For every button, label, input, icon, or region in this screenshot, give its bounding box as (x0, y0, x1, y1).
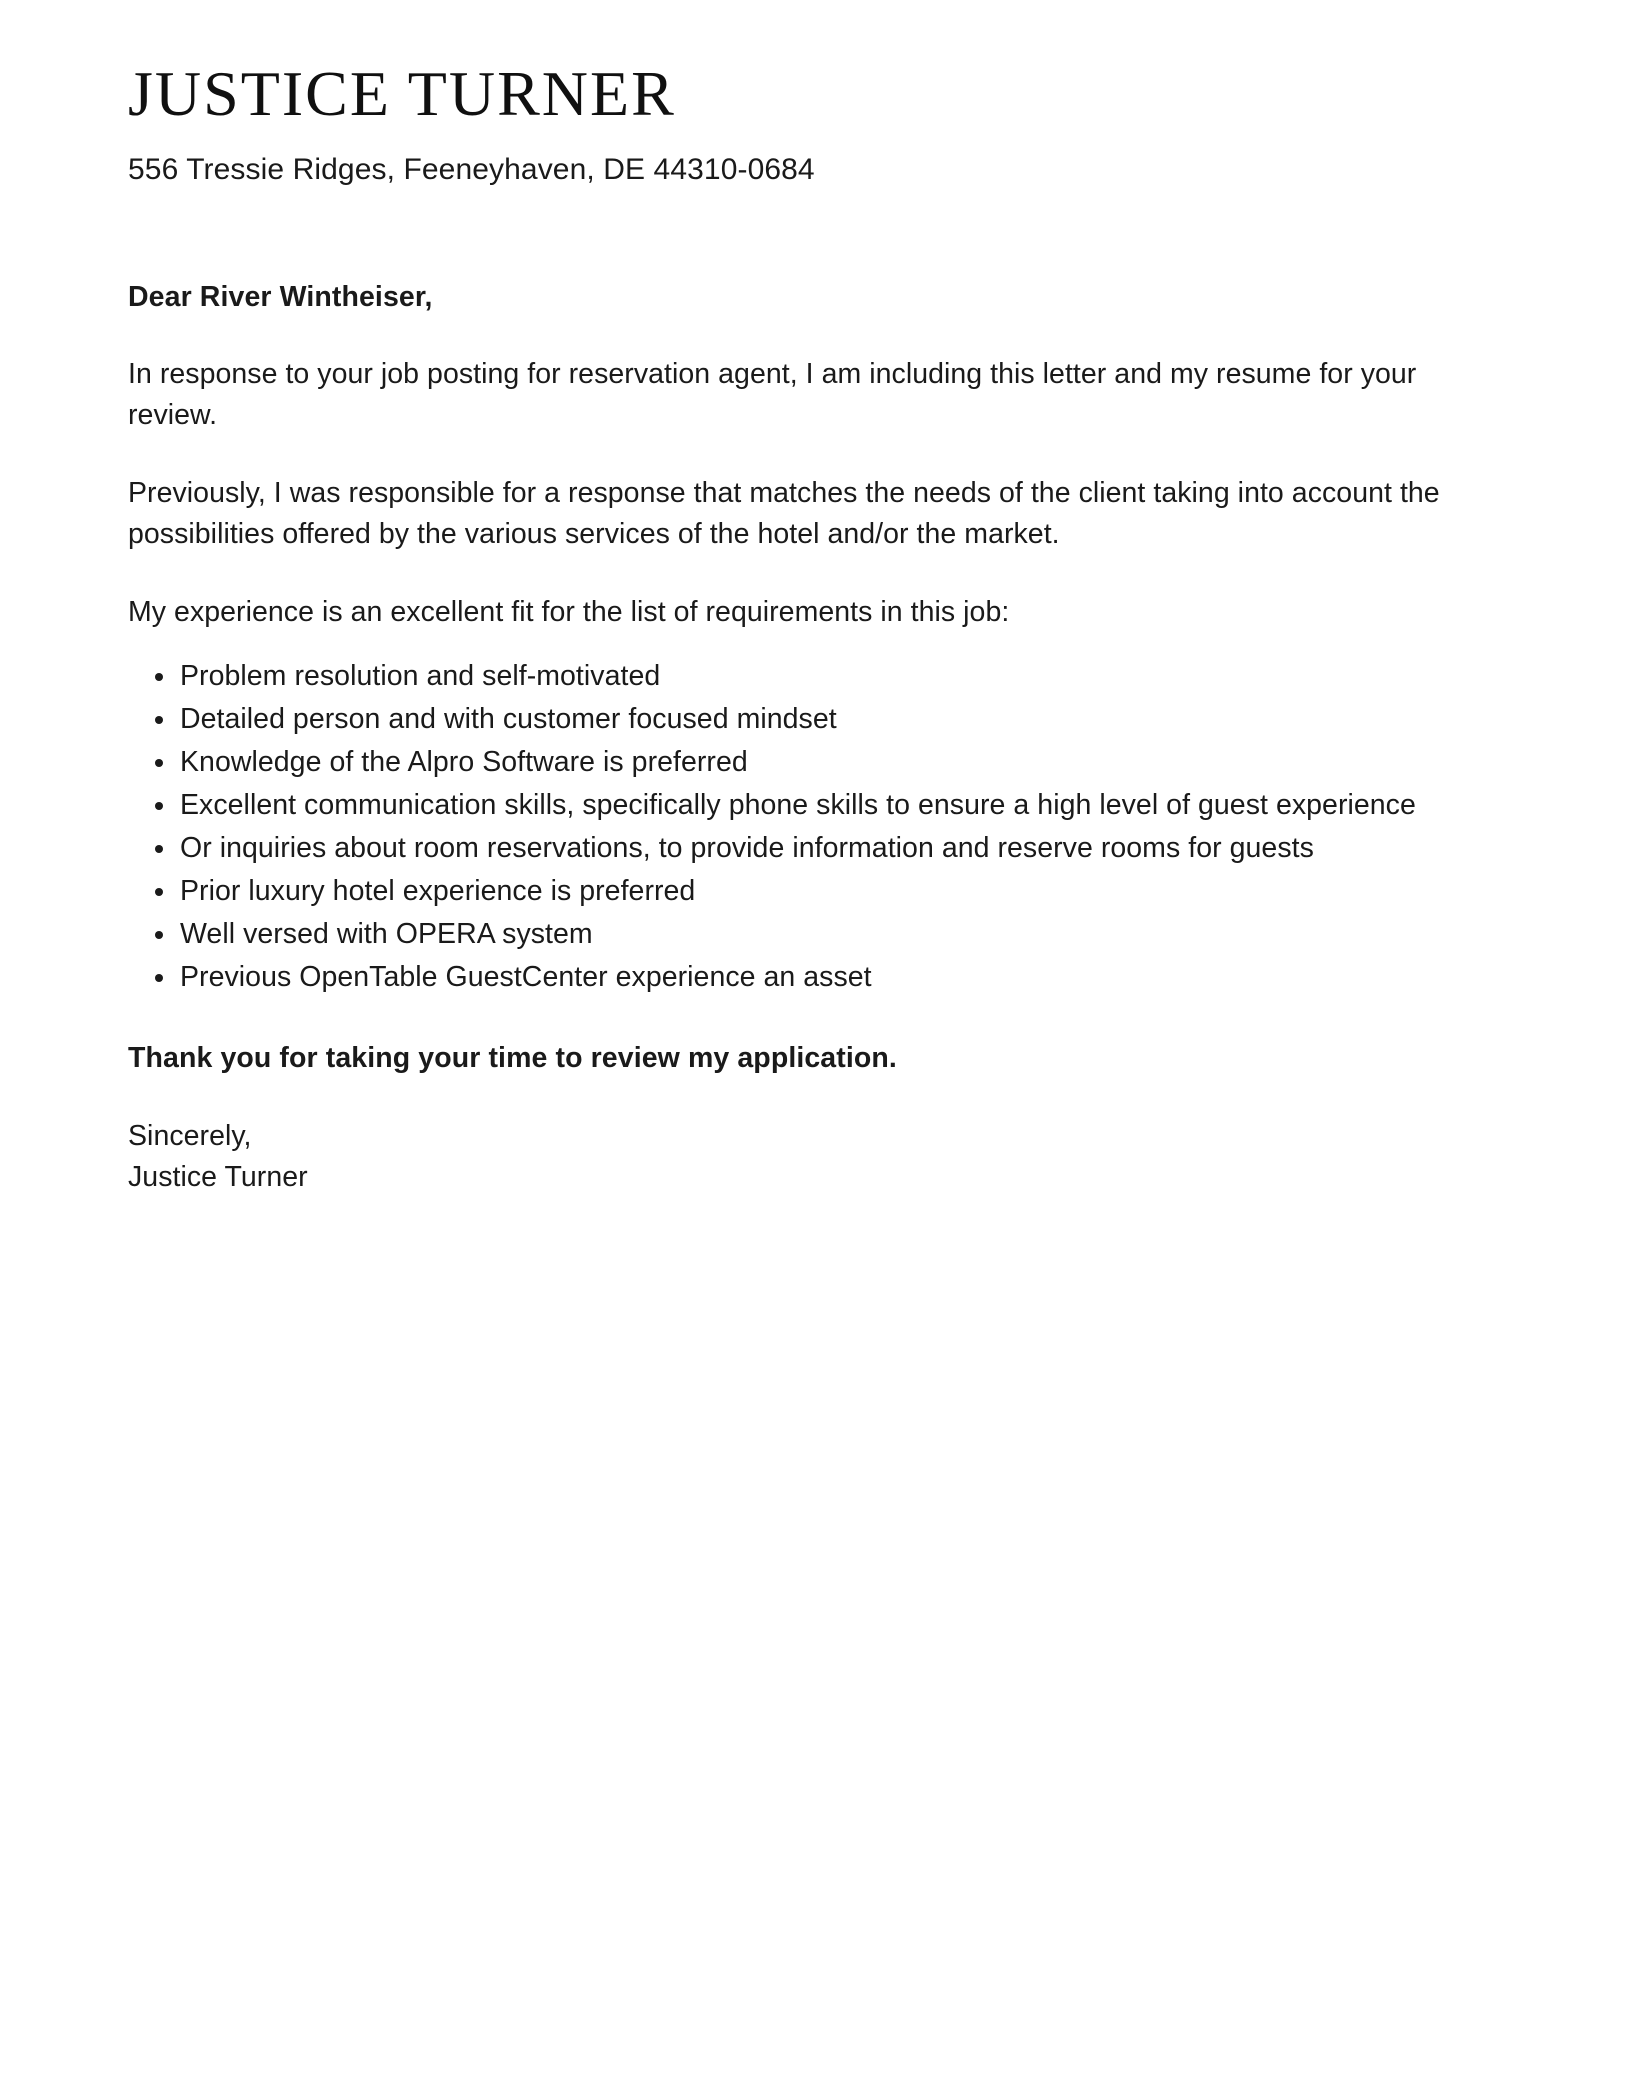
requirements-list (128, 656, 1468, 998)
list-item (128, 828, 1468, 869)
bullet-icon (155, 974, 163, 982)
applicant-address: 556 Tressie Ridges, Feeneyhaven, DE 44310-0684 (128, 153, 815, 186)
list-item-label: Problem resolution and self-motivated (180, 659, 661, 692)
list-item (128, 742, 1468, 783)
list-item-label: Prior luxury hotel experience is preferred (180, 874, 696, 907)
page-title: JUSTICE TURNER (128, 58, 676, 129)
list-item-label: Well versed with OPERA system (180, 917, 593, 950)
list-item (128, 699, 1468, 740)
letter-content-area (128, 0, 1468, 1198)
signature-block (128, 1116, 1468, 1198)
requirements-intro: My experience is an excellent fit for the list of requirements in this job: (128, 595, 1010, 628)
body-paragraph-2: Previously, I was responsible for a response that matches the needs of the client taking into account the possibilities offered by the various services of the hotel and/or the market. (128, 476, 1440, 550)
list-item (128, 871, 1468, 912)
bullet-icon (155, 931, 163, 939)
list-item (128, 957, 1468, 998)
closing-statement: Thank you for taking your time to review my application. (128, 1041, 897, 1074)
letterhead (128, 0, 1468, 191)
bullet-icon (155, 673, 163, 681)
salutation: Dear River Wintheiser, (128, 280, 433, 313)
signature-name: Justice Turner (128, 1160, 308, 1193)
signoff-label: Sincerely, (128, 1119, 252, 1152)
letter-body (128, 191, 1468, 1198)
list-item (128, 656, 1468, 697)
list-item (128, 914, 1468, 955)
list-item-label: Previous OpenTable GuestCenter experience an asset (180, 960, 872, 993)
list-item-label: Detailed person and with customer focused mindset (180, 702, 837, 735)
bullet-icon (155, 845, 163, 853)
body-paragraph-1: In response to your job posting for reservation agent, I am including this letter and my resume for your review. (128, 357, 1417, 431)
list-item-label: Knowledge of the Alpro Software is preferred (180, 745, 748, 778)
list-item-label: Excellent communication skills, specifically phone skills to ensure a high level of guest experience (180, 788, 1416, 821)
list-item-label: Or inquiries about room reservations, to provide information and reserve rooms for guests (180, 831, 1314, 864)
bullet-icon (155, 888, 163, 896)
list-item (128, 785, 1468, 826)
bullet-icon (155, 759, 163, 767)
bullet-icon (155, 802, 163, 810)
bullet-icon (155, 716, 163, 724)
